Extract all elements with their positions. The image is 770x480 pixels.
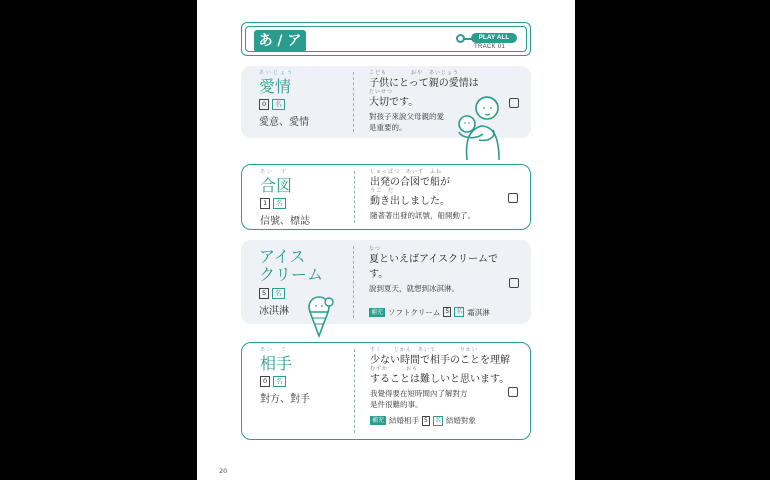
supplement-tag: 補充 [371, 308, 384, 316]
pos-badge: 名 [272, 99, 285, 110]
play-all-control[interactable] [456, 30, 518, 52]
supplement-accent-badge: 5 [445, 308, 450, 315]
supplement-row [370, 415, 510, 426]
section-title: あ / ア [254, 30, 306, 52]
vocab-meaning: 信號、標誌 [260, 216, 310, 228]
example-block [370, 347, 510, 426]
example-sentence-line1 [369, 246, 509, 282]
vocab-word-line2: クリーム [259, 265, 324, 285]
pos-badge: 名 [273, 198, 286, 209]
example-ruby-line2: うご だ [370, 188, 395, 194]
vocab-word-text: 愛情 [259, 77, 292, 96]
example-sentence-text-line1: 子供にとって親の愛情は [369, 78, 479, 89]
vocab-word-text: 合図 [260, 176, 293, 195]
example-ruby-line2: むずか おも [370, 366, 419, 372]
ice-cream-illustration [301, 294, 337, 338]
vocab-left [260, 347, 310, 406]
example-translation-line1: 我覺得要在短時間內了解對方 [370, 389, 468, 398]
supplement-meaning: 霜淇淋 [467, 307, 490, 317]
vocab-left [259, 70, 309, 129]
pos-badge: 名 [272, 288, 285, 299]
example-sentence-text-line2: することは難しいと思います。 [370, 374, 510, 385]
page-number: 20 [219, 467, 228, 475]
example-sentence-text-line2: 大切です。 [369, 97, 419, 108]
supplement-row [369, 307, 509, 318]
example-ruby-line1: なつ [369, 246, 382, 252]
card-divider [354, 171, 355, 223]
card-divider [354, 349, 355, 433]
play-all-button[interactable]: PLAY ALL [471, 33, 517, 43]
section-header [241, 22, 531, 56]
vocab-reading: あい て [260, 347, 289, 353]
example-sentence-text-line1: 出発の合図で船が [370, 177, 450, 188]
parent-holding-baby-illustration [453, 88, 509, 160]
example-sentence-line2 [370, 366, 510, 387]
example-sentence-text-line1: 少ない時間で相手のことを理解 [370, 355, 510, 366]
vocab-reading: あい ず [260, 169, 289, 175]
example-translation-line2: 是重要的。 [369, 122, 407, 132]
track-label: TRACK 01 [474, 44, 506, 50]
vocab-pos-row [260, 198, 310, 209]
vocab-reading: あいじょう [259, 70, 295, 76]
memorized-checkbox[interactable] [508, 193, 518, 203]
supplement-accent-badge: 5 [424, 416, 428, 424]
example-translation-line1: 說到夏天，就想到冰淇淋。 [369, 284, 459, 293]
vocab-word-text: 相手 [260, 354, 293, 373]
supplement-meaning: 結婚對象 [445, 416, 476, 425]
memorized-checkbox[interactable] [509, 98, 519, 108]
vocab-card-aite [241, 342, 531, 440]
memorized-checkbox[interactable] [508, 387, 518, 397]
vocab-meaning: 對方、對手 [260, 394, 310, 406]
supplement-pos-badge: 名 [434, 416, 441, 424]
example-translation-line1: 隨著著出發的訊號，船開動了。 [370, 211, 475, 220]
vocab-pos-row [260, 376, 310, 387]
example-translation-line1: 對孩子來說父母親的愛 [369, 112, 444, 121]
vocab-card-aisukuriimu [241, 240, 531, 324]
vocab-word-line1: アイス [259, 247, 306, 266]
card-divider [353, 72, 354, 132]
vocab-word [260, 347, 310, 373]
vocab-pos-row [259, 99, 309, 110]
memorized-checkbox[interactable] [509, 278, 519, 288]
example-sentence-text-line1: 夏といえばアイスクリームです。 [369, 254, 498, 280]
accent-badge: 5 [259, 288, 269, 299]
accent-badge: 0 [260, 376, 270, 387]
example-ruby-line1: こども おや あいじょう [369, 70, 460, 76]
supplement-tag: 補充 [372, 417, 385, 424]
example-block [370, 169, 510, 222]
example-ruby-line1: すく じかん あいて りかい [370, 347, 479, 353]
supplement-pos-badge: 名 [456, 308, 463, 315]
vocab-meaning: 冰淇淋 [259, 305, 289, 317]
vocab-word [259, 70, 309, 96]
example-ruby-line2: たいせつ [369, 89, 394, 95]
vocab-word [260, 169, 310, 195]
example-translation-line2: 是件很難的事。 [370, 399, 423, 409]
example-sentence-text-line2: 動き出しました。 [370, 196, 450, 207]
supplement-word: 結婚相手 [389, 416, 420, 425]
example-sentence-line2 [370, 188, 510, 209]
example-ruby-line1: しゅっぱつ あいず ふね [370, 169, 443, 175]
pos-badge: 名 [273, 376, 286, 387]
section-header-inner [245, 26, 527, 52]
accent-badge: 1 [260, 198, 270, 209]
book-page [197, 0, 575, 480]
vocab-card-aizu [241, 164, 531, 230]
accent-badge: 0 [259, 99, 269, 110]
vocab-meaning: 愛意、愛情 [259, 117, 309, 129]
card-divider [353, 246, 354, 318]
supplement-word: ソフトクリーム [388, 307, 441, 317]
vocab-left [260, 169, 310, 228]
example-block [369, 246, 509, 318]
